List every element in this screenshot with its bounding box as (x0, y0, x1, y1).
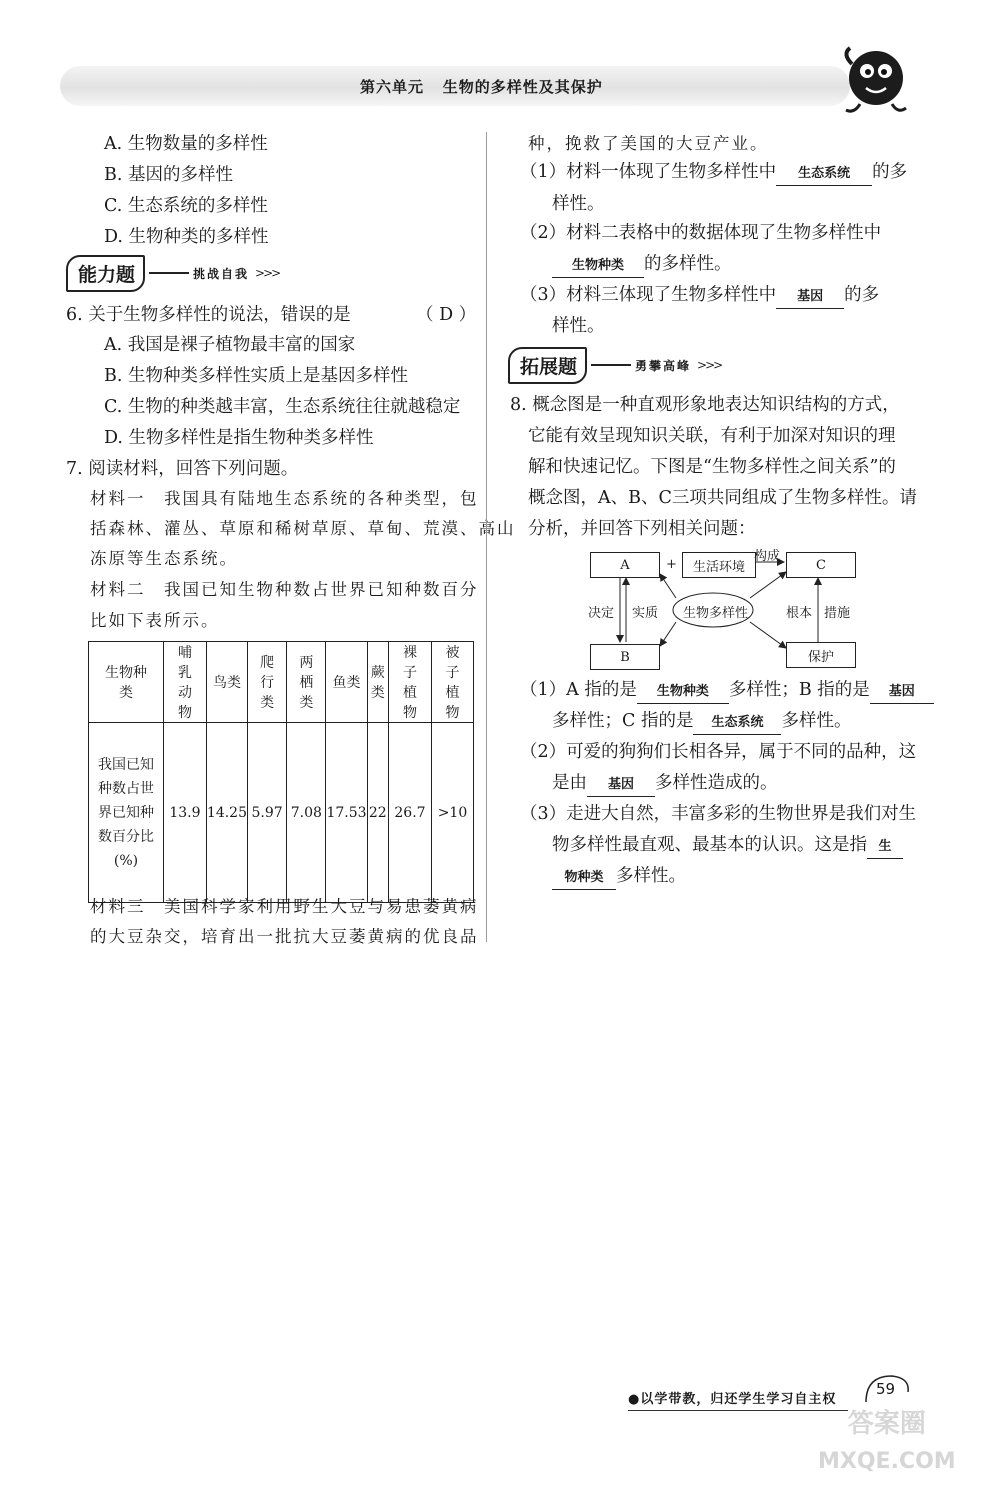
diagram-label-root: 根本 (786, 606, 813, 621)
q7-sub2: （2）材料二表格中的数据体现了生物多样性中 (520, 223, 882, 243)
q8-stem-line1: 8. 概念图是一种直观形象地表达知识结构的方式， (510, 395, 900, 415)
q6-option-c: C. 生物的种类越丰富，生态系统往往就越稳定 (104, 397, 461, 417)
q6-option-d: D. 生物多样性是指生物种类多样性 (104, 428, 374, 448)
section-extension (508, 348, 721, 382)
q8-sub2-answer: 基因 (587, 774, 655, 797)
diagram-box-b: B (590, 644, 660, 670)
q8-stem-line2: 它能有效呈现知识关联，有利于加深对知识的理 (528, 426, 896, 446)
q8-sub1-line2 (552, 710, 851, 735)
q8-sub3-line1: （3）走进大自然，丰富多彩的生物世界是我们对生 (520, 804, 917, 824)
table-col-header: 鱼类 (326, 642, 367, 723)
q8-sub2-line2 (552, 772, 778, 797)
arrow-tail-icon: >>> (255, 266, 280, 280)
q7-sub3-answer: 基因 (776, 286, 844, 309)
table-col-header: 哺乳动物 (164, 642, 207, 723)
q6-option-b: B. 生物种类多样性实质上是基因多样性 (104, 366, 408, 386)
table-cell: >10 (431, 723, 473, 903)
q6-option-a: A. 我国是裸子植物最丰富的国家 (104, 335, 356, 355)
q8-sub1-answer-a: 生物种类 (637, 681, 729, 704)
q7-sub2-line2 (552, 253, 732, 278)
q7-sub2-answer: 生物种类 (552, 255, 644, 278)
diagram-plus: + (666, 557, 677, 572)
table-cell: 5.97 (248, 723, 287, 903)
q7-material2-line2: 比如下表所示。 (90, 611, 220, 630)
q7-sub1-post: 的多 (872, 162, 908, 182)
table-row (89, 723, 474, 903)
q7-sub3-text: （3）材料三体现了生物多样性中 (520, 285, 777, 305)
arrow-center-to-protect (750, 622, 786, 648)
q7-sub1-answer: 生态系统 (776, 163, 872, 186)
footer-rule (628, 1410, 848, 1411)
table-col-header: 裸子植物 (389, 642, 432, 723)
q8-sub1-mid: 多样性；B 指的是 (728, 680, 870, 700)
q8-sub1-line2-post: 多样性。 (781, 711, 852, 731)
q6-answer: （ D ） (416, 305, 477, 325)
section-ability-title: 能力题 (66, 255, 145, 292)
q7-sub2-post: 的多样性。 (644, 254, 732, 274)
q7-material3-line1: 材料三 美国科学家利用野生大豆与易患萎黄病 (90, 897, 479, 916)
watermark-line1: 答案圈 (847, 1409, 926, 1439)
diagram-box-a: A (590, 552, 660, 578)
q7-sub1-text: （1）材料一体现了生物多样性中 (520, 162, 777, 182)
diagram-box-protect: 保护 (786, 642, 856, 668)
footer-slogan: ●以学带教，归还学生学习自主权 (628, 1392, 837, 1407)
diagram-box-c: C (786, 552, 856, 578)
q7-sub3 (520, 284, 879, 309)
q8-sub3-line2 (552, 834, 903, 859)
q5-option-a: A. 生物数量的多样性 (104, 134, 268, 154)
q8-sub2-post: 多样性造成的。 (655, 773, 778, 793)
arrow-center-to-a (660, 574, 676, 598)
q5-option-b: B. 基因的多样性 (104, 165, 233, 185)
table-cell: 14.25 (206, 723, 247, 903)
section-ext-subtitle: 勇攀高峰 (635, 358, 692, 373)
diagram-box-env: 生活环境 (682, 552, 756, 578)
table-cell: 17.53 (326, 723, 367, 903)
q6-stem: 6. 关于生物多样性的说法，错误的是 (66, 305, 351, 325)
table-cell: 7.08 (287, 723, 326, 903)
table-cell: 26.7 (389, 723, 432, 903)
q7-sub1 (520, 161, 907, 186)
section-ability (66, 256, 279, 290)
species-percent-table (88, 641, 474, 903)
q8-sub1-line2-text: 多样性；C 指的是 (552, 711, 694, 731)
section-ext-title: 拓展题 (508, 347, 587, 384)
page-swirl-icon (862, 1372, 914, 1406)
q8-stem-line5: 分析，并回答下列相关问题： (528, 519, 756, 539)
q7-sub3-cont: 样性。 (552, 316, 605, 336)
divider (591, 364, 631, 366)
q7-material3-line2: 的大豆杂交，培育出一批抗大豆萎黄病的优良品 (90, 927, 479, 946)
q8-sub1-answer-c: 生态系统 (693, 712, 781, 735)
q7-material1-line1: 材料一 我国具有陆地生态系统的各种类型，包 (90, 489, 479, 508)
watermark (818, 1405, 956, 1481)
q7-sub1-cont: 样性。 (552, 194, 605, 214)
page-number: 59 (876, 1380, 896, 1398)
q8-sub3-post: 多样性。 (616, 866, 686, 886)
table-col-header: 鸟类 (206, 642, 247, 723)
watermark-line2: MXQE.COM (818, 1449, 956, 1474)
q8-sub3-answer-part2: 物种类 (552, 867, 616, 890)
q5-option-d: D. 生物种类的多样性 (104, 227, 269, 247)
arrow-center-to-b (660, 622, 676, 646)
q7-material2-line1: 材料二 我国已知生物种数占世界已知种数百分 (90, 580, 479, 599)
q7-material1-line2: 括森林、灌丛、草原和稀树草原、草甸、荒漠、高山 (90, 519, 516, 538)
q7-stem: 7. 阅读材料，回答下列问题。 (66, 459, 299, 479)
q7-material3-cont: 种，挽救了美国的大豆产业。 (528, 134, 769, 153)
q8-sub2-text: 是由 (552, 773, 587, 793)
q7-sub3-post: 的多 (844, 285, 880, 305)
q8-sub1-text: （1）A 指的是 (520, 680, 637, 700)
topic-label: 生物的多样性及其保护 (442, 78, 603, 96)
table-cell: 22 (367, 723, 389, 903)
q8-sub3-answer-part1: 生 (867, 836, 903, 859)
q8-stem-line3: 解和快速记忆。下图是“生物多样性之间关系”的 (528, 457, 896, 477)
chapter-title (360, 76, 603, 97)
concept-diagram (580, 548, 870, 674)
diagram-label-compose: 构成 (754, 549, 781, 564)
column-divider (486, 132, 487, 942)
table-row-header: 生物种类 (89, 642, 164, 723)
table-col-header: 蕨类 (367, 642, 389, 723)
table-cell: 13.9 (164, 723, 207, 903)
q7-material1-line3: 冻原等生态系统。 (90, 549, 238, 568)
q8-stem-line4: 概念图，A、B、C三项共同组成了生物多样性。请 (528, 488, 917, 508)
mascot-icon (838, 44, 912, 116)
q8-sub2-line1: （2）可爱的狗狗们长相各异，属于不同的品种，这 (520, 742, 917, 762)
q8-sub3-line3 (552, 865, 686, 890)
table-header-row (89, 642, 474, 723)
table-value-label: 我国已知种数占世界已知种数百分比(%) (89, 723, 164, 903)
table-col-header: 被子植物 (431, 642, 473, 723)
divider (149, 272, 189, 274)
q8-sub3-text: 物多样性最直观、最基本的认识。这是指 (552, 835, 867, 855)
q8-sub1-answer-b: 基因 (870, 681, 934, 704)
arrow-tail-icon: >>> (697, 358, 722, 372)
q5-option-c: C. 生态系统的多样性 (104, 196, 268, 216)
table-col-header: 爬行类 (248, 642, 287, 723)
unit-label: 第六单元 (360, 78, 425, 96)
section-ability-subtitle: 挑战自我 (193, 266, 250, 281)
diagram-label-essence: 实质 (632, 606, 659, 621)
diagram-label-measure: 措施 (824, 606, 851, 621)
table-col-header: 两栖类 (287, 642, 326, 723)
q8-sub1-line1 (520, 679, 934, 704)
diagram-center: 生物多样性 (683, 606, 749, 621)
diagram-label-decide: 决定 (588, 606, 615, 621)
